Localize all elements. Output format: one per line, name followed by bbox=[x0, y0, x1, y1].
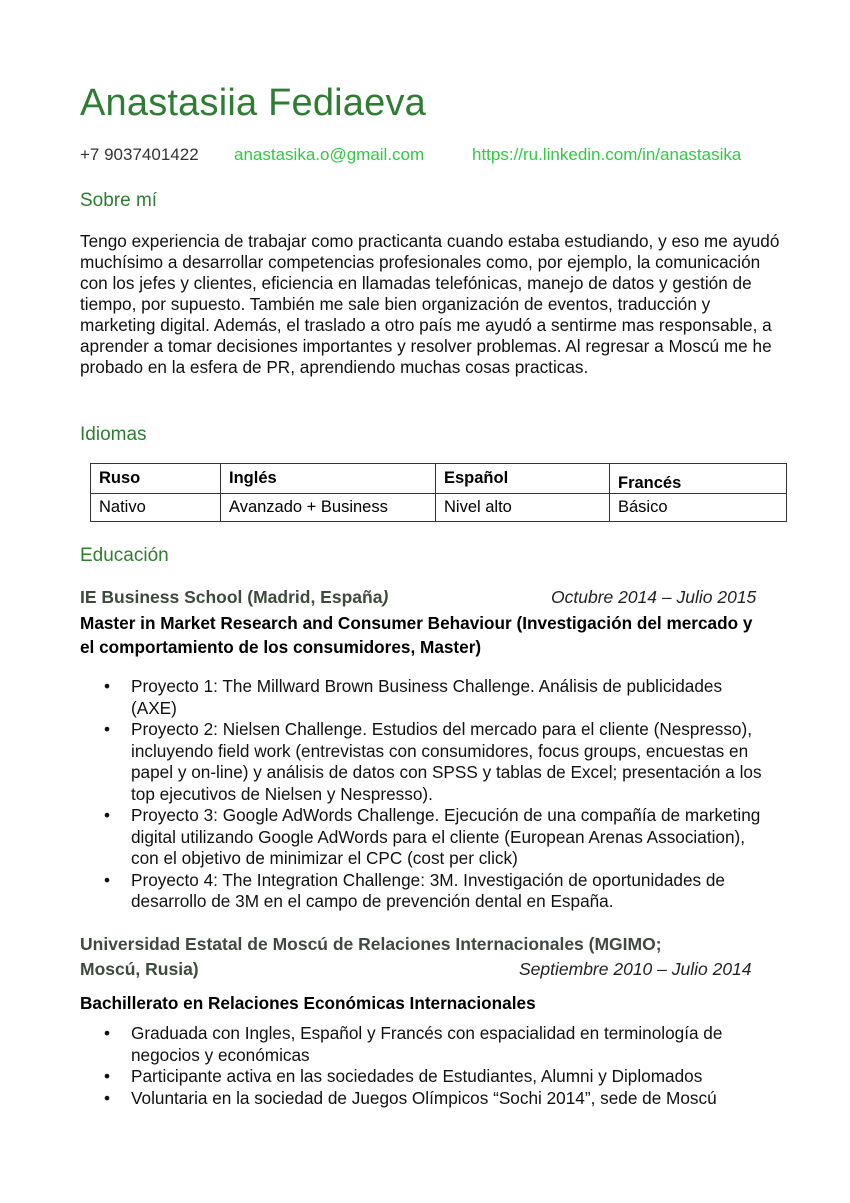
section-title-about: Sobre mí bbox=[80, 190, 158, 211]
language-level: Nivel alto bbox=[436, 494, 610, 522]
language-level: Nativo bbox=[91, 494, 221, 522]
list-item: • Voluntaria en la sociedad de Juegos Olímpicos “Sochi 2014”, sede de Moscú bbox=[104, 1087, 717, 1108]
list-item: • Proyecto 2: Nielsen Challenge. Estudios del mercado para el cliente (Nespresso), incluyendo field work (entrevistas con consumidores, focus groups, encuestas en papel y on-line) y análisis de datos con SPSS y tablas de Excel; presentación a los top ejecutivos de Nielsen y Nespresso). bbox=[104, 719, 762, 804]
bullet-icon: • bbox=[104, 1066, 111, 1086]
language-header: Español bbox=[436, 464, 610, 494]
education-dates: Octubre 2014 – Julio 2015 bbox=[551, 587, 757, 607]
language-header: Ruso bbox=[91, 464, 221, 494]
section-title-languages: Idiomas bbox=[80, 424, 147, 445]
bullet-icon: • bbox=[104, 805, 111, 825]
bullet-icon: • bbox=[104, 1087, 111, 1108]
languages-level-row bbox=[91, 494, 787, 522]
languages-table bbox=[90, 463, 787, 522]
achievement-list bbox=[80, 1023, 770, 1109]
language-level: Avanzado + Business bbox=[221, 494, 436, 522]
language-level: Básico bbox=[610, 494, 787, 522]
bullet-icon: • bbox=[104, 676, 111, 696]
list-item: • Proyecto 4: The Integration Challenge: 3M. Investigación de oportunidades de desarrollo de 3M en el campo de prevención dental en España. bbox=[104, 869, 725, 911]
degree-title: Master in Market Research and Consumer Behaviour (Investigación del mercado y el comportamiento de los consumidores, Master) bbox=[80, 613, 753, 657]
phone-number: +7 9037401422 bbox=[80, 145, 199, 164]
project-list bbox=[80, 676, 770, 913]
languages-header-row bbox=[91, 464, 787, 494]
education-dates: Septiembre 2010 – Julio 2014 bbox=[519, 959, 752, 979]
email-link[interactable]: anastasika.o@gmail.com bbox=[234, 145, 425, 164]
bullet-icon: • bbox=[104, 719, 111, 739]
degree-title: Bachillerato en Relaciones Económicas Internacionales bbox=[80, 993, 536, 1013]
list-item: • Proyecto 3: Google AdWords Challenge. Ejecución de una compañía de marketing digital utilizando Google AdWords para el cliente (European Arenas Association), con el objetivo de minimizar el CPC (cost per click) bbox=[104, 805, 761, 868]
list-item: • Proyecto 1: The Millward Brown Business Challenge. Análisis de publicidades (AXE) bbox=[104, 676, 723, 718]
institution-name: Universidad Estatal de Moscú de Relaciones Internacionales (MGIMO; bbox=[80, 934, 662, 954]
institution-location: Moscú, Rusia) bbox=[80, 959, 199, 979]
institution-name: IE Business School (Madrid, España) bbox=[80, 587, 389, 607]
linkedin-link[interactable]: https://ru.linkedin.com/in/anastasika bbox=[472, 145, 742, 164]
section-title-education: Educación bbox=[80, 545, 169, 566]
language-header: Francés bbox=[610, 464, 787, 494]
bullet-icon: • bbox=[104, 1023, 111, 1043]
language-header: Inglés bbox=[221, 464, 436, 494]
bullet-icon: • bbox=[104, 869, 111, 890]
list-item: • Participante activa en las sociedades de Estudiantes, Alumni y Diplomados bbox=[104, 1066, 703, 1086]
candidate-name: Anastasiia Fediaeva bbox=[80, 82, 427, 124]
list-item: • Graduada con Ingles, Español y Francés con espacialidad en terminología de negocios y económicas bbox=[104, 1023, 723, 1065]
about-paragraph: Tengo experiencia de trabajar como practicanta cuando estaba estudiando, y eso me ayudó muchísimo a desarrollar competencias profesionales como, por ejemplo, la comunicación con los jefes y clientes, eficiencia en llamadas telefónicas, manejo de datos y gestión de tiempo, por supuesto. También me sale bien organización de eventos, traducción y marketing digital. Además, el traslado a otro país me ayudó a sentirme mas responsable, a aprender a tomar decisiones importantes y resolver problemas. Al regresar a Moscú me he probado en la esfera de PR, aprendiendo muchas cosas practicas. bbox=[80, 231, 780, 377]
